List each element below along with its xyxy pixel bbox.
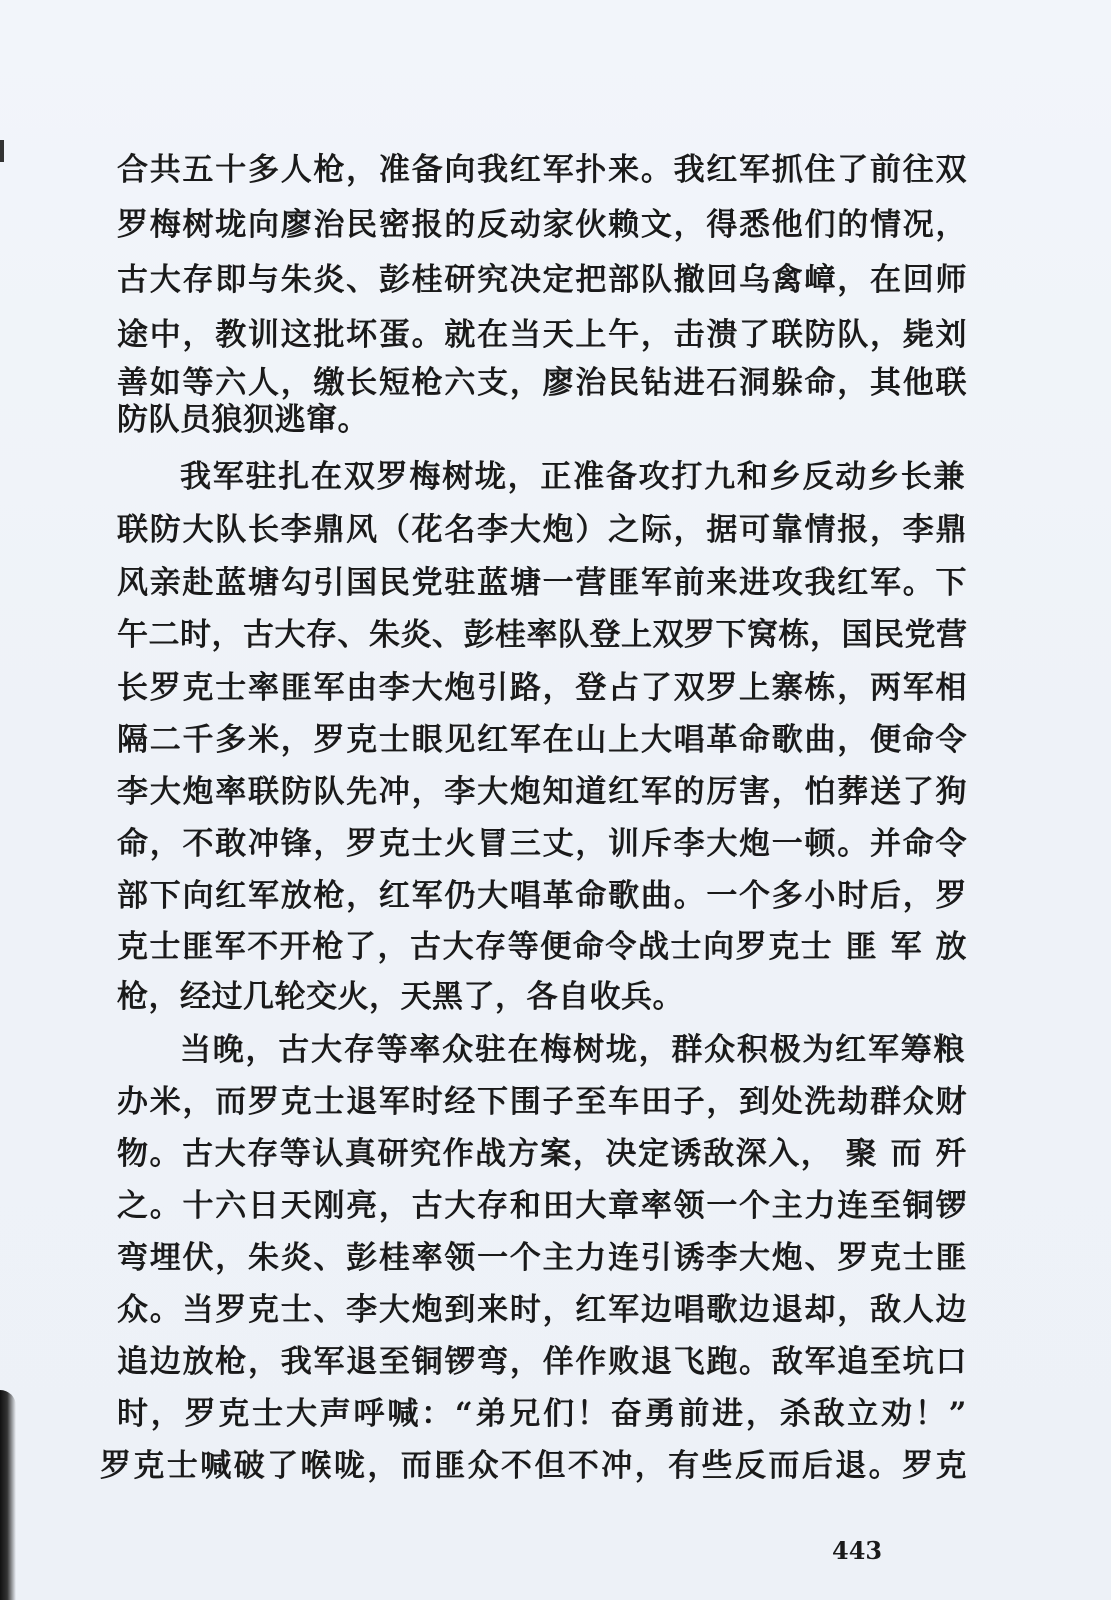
text-line: 罗梅树垅向廖治民密报的反动家伙赖文，得悉他们的情况，	[117, 207, 967, 243]
text-line: 时，罗克士大声呼喊：“弟兄们！奋勇前进，杀敌立劝！”	[117, 1396, 967, 1432]
text-line: 我军驻扎在双罗梅树垅，正准备攻打九和乡反动乡长兼	[180, 459, 965, 495]
text-line: 善如等六人，缴长短枪六支，廖治民钻进石洞躲命，其他联	[117, 365, 967, 401]
text-line: 之。十六日天刚亮，古大存和田大章率领一个主力连至铜锣	[117, 1188, 967, 1224]
text-line: 联防大队长李鼎风（花名李大炮）之际，据可靠情报，李鼎	[117, 512, 967, 548]
text-line: 追边放枪，我军退至铜锣弯，佯作败退飞跑。敌军追至坑口	[117, 1344, 967, 1380]
text-line: 众。当罗克士、李大炮到来时，红军边唱歌边退却，敌人边	[117, 1292, 967, 1328]
text-line: 克士匪军不开枪了，古大存等便命令战士向罗克士 匪 军 放	[117, 929, 967, 965]
text-line: 办米，而罗克士退军时经下围子至车田子，到处洗劫群众财	[117, 1084, 967, 1120]
text-line: 古大存即与朱炎、彭桂研究决定把部队撤回乌禽嶂，在回师	[117, 262, 967, 298]
text-line: 罗克士喊破了喉咙，而匪众不但不冲，有些反而后退。罗克	[100, 1448, 967, 1484]
text-line: 途中，教训这批坏蛋。就在当天上午，击溃了联防队，毙刘	[117, 317, 967, 353]
text-line: 枪，经过几轮交火，天黑了，各自收兵。	[117, 979, 684, 1015]
text-line: 物。古大存等认真研究作战方案，决定诱敌深入， 聚 而 歼	[117, 1136, 967, 1172]
text-line: 隔二千多米，罗克士眼见红军在山上大唱革命歌曲，便命令	[117, 722, 967, 758]
text-line: 弯埋伏，朱炎、彭桂率领一个主力连引诱李大炮、罗克士匪	[117, 1240, 967, 1276]
text-line: 风亲赴蓝塘勾引国民党驻蓝塘一营匪军前来进攻我红军。下	[117, 565, 967, 601]
text-line: 部下向红军放枪，红军仍大唱革命歌曲。一个多小时后，罗	[117, 878, 967, 914]
text-line: 合共五十多人枪，准备向我红军扑来。我红军抓住了前往双	[117, 152, 967, 188]
text-line: 李大炮率联防队先冲，李大炮知道红军的厉害，怕葬送了狗	[117, 774, 967, 810]
page-number: 443	[832, 1536, 883, 1565]
text-line: 午二时，古大存、朱炎、彭桂率队登上双罗下窝栋，国民党营	[117, 617, 968, 653]
text-line: 命，不敢冲锋，罗克士火冒三丈，训斥李大炮一顿。并命令	[117, 826, 967, 862]
text-line: 防队员狼狈逃窜。	[117, 402, 369, 438]
text-line: 当晚，古大存等率众驻在梅树垅，群众积极为红军筹粮	[180, 1032, 965, 1068]
text-line: 长罗克士率匪军由李大炮引路，登占了双罗上寨栋，两军相	[117, 670, 967, 706]
scan-edge-shadow	[0, 1390, 16, 1600]
scan-edge-mark	[0, 140, 4, 162]
